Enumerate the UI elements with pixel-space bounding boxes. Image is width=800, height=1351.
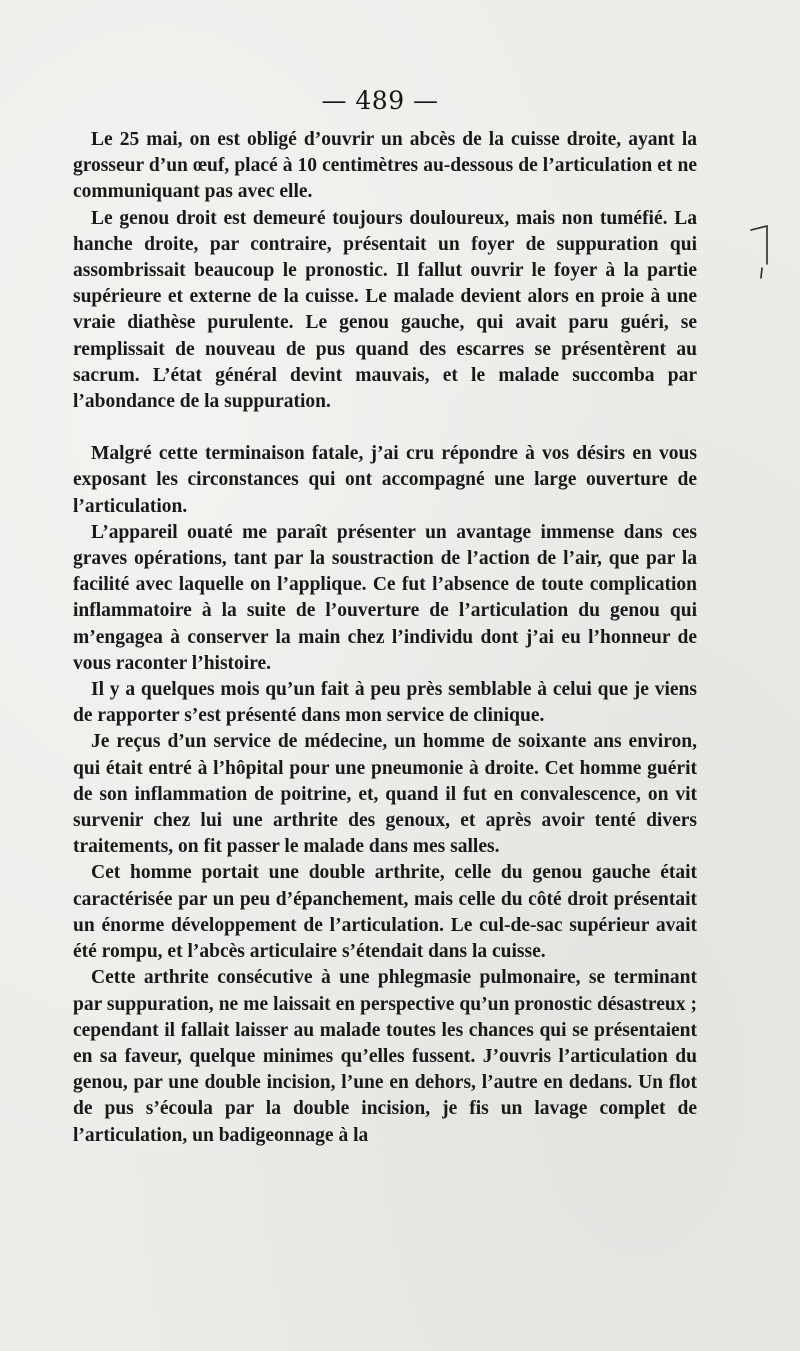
page-number: — 489 — [321, 86, 439, 115]
paragraph: Il y a quelques mois qu’un fait à peu près semblable à celui que je viens de rapporter s’est présenté dans mon service de clinique. [73, 679, 697, 727]
paragraph: Cette arthrite consécutive à une phlegmasie pulmonaire, se terminant par suppuration, ne me laissait en perspective qu’un pronostic désastreux ; cependant il fallait laisser au malade toutes les chances qui se présentaient en sa faveur, quelque minimes qu’elles fussent. J’ouvris l’articulation du genou, par une double incision, l’une en dehors, l’autre en dedans. Un flot de pus s’écoula par la double incision, je fis un lavage complet de l’articulation, un badigeonnage à la [73, 967, 697, 1146]
paragraph: Malgré cette terminaison fatale, j’ai cru répondre à vos désirs en vous exposant les circonstances qui ont accompagné une large ouverture de l’articulation. [73, 443, 697, 517]
paragraph: Le genou droit est demeuré toujours douloureux, mais non tuméfié. La hanche droite, par contraire, présentait un foyer de suppuration qui assombrissait beaucoup le pronostic. Il fallut ouvrir le foyer à la partie supérieure et externe de la cuisse. Le malade devient alors en proie à une vraie diathèse purulente. Le genou gauche, qui avait paru guéri, se remplissait de nouveau de pus quand des escarres se présentèrent au sacrum. L’état général devint mauvais, et le malade succomba par l’abondance de la suppuration. [73, 207, 697, 413]
body-text [73, 127, 697, 1149]
paragraph: Cet homme portait une double arthrite, celle du genou gauche était caractérisée par un peu d’épanchement, mais celle du côté droit présentait un énorme développement de l’articulation. Le cul-de-sac supérieur avait été rompu, et l’abcès articulaire s’étendait dans la cuisse. [73, 862, 697, 963]
paragraph: Je reçus d’un service de médecine, un homme de soixante ans environ, qui était entré à l’hôpital pour une pneumonie à droite. Cet homme guérit de son inflammation de poitrine, et, quand il fut en convalescence, on vit survenir chez lui une arthrite des genoux, et après avoir tenté divers traitements, on fit passer le malade dans mes salles. [73, 731, 697, 858]
margin-bracket-mark [748, 224, 772, 280]
paragraph: Le 25 mai, on est obligé d’ouvrir un abcès de la cuisse droite, ayant la grosseur d’un œuf, placé à 10 centimètres au-dessous de l’articulation et ne communiquant pas avec elle. [73, 129, 697, 203]
paragraph: L’appareil ouaté me paraît présenter un avantage immense dans ces graves opérations, tant par la soustraction de l’action de l’air, que par la facilité avec laquelle on l’applique. Ce fut l’absence de toute complication inflammatoire à la suite de l’ouverture de l’articulation du genou qui m’engagea à conserver la main chez l’individu dont j’ai eu l’honneur de vous raconter l’histoire. [73, 521, 697, 674]
